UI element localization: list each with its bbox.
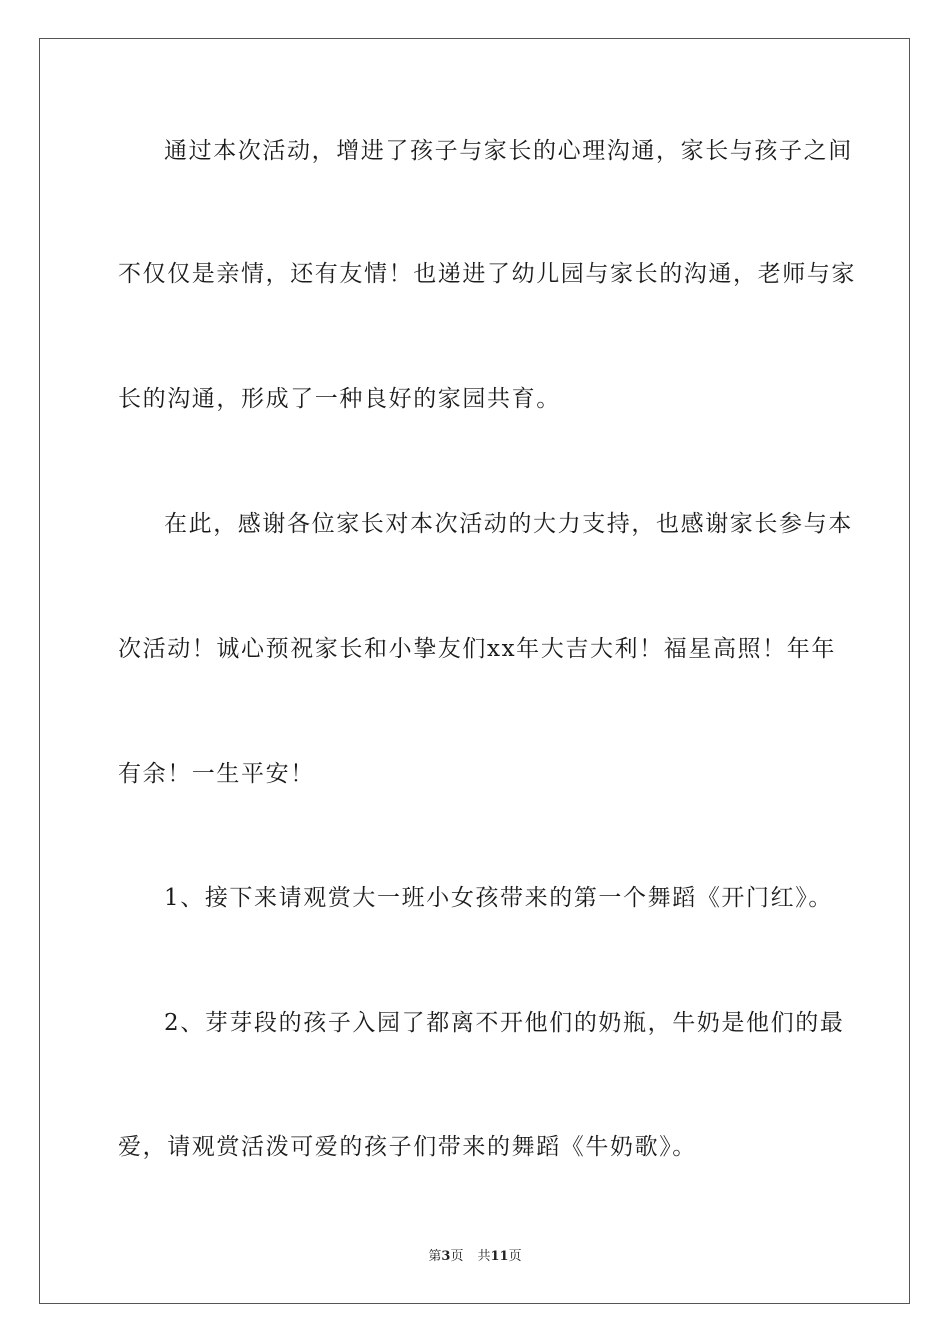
paragraph-line: 有余！一生平安！ — [118, 761, 315, 787]
paragraph-line: 次活动！诚心预祝家长和小挚友们xx年大吉大利！福星高照！年年 — [118, 636, 836, 662]
total-page-count: 11 — [490, 1249, 509, 1264]
page-border — [39, 38, 910, 1304]
current-page-number: 3 — [441, 1249, 451, 1264]
page-prefix: 第 — [428, 1249, 442, 1264]
list-item-line: 2、芽芽段的孩子入园了都离不开他们的奶瓶，牛奶是他们的最 — [164, 1010, 845, 1036]
paragraph-line: 通过本次活动，增进了孩子与家长的心理沟通，家长与孩子之间 — [164, 138, 853, 164]
page-suffix: 页 — [450, 1249, 464, 1264]
paragraph-line: 不仅仅是亲情，还有友情！也递进了幼儿园与家长的沟通，老师与家 — [118, 261, 856, 287]
page-footer — [0, 1248, 950, 1266]
list-item-line: 1、接下来请观赏大一班小女孩带来的第一个舞蹈《开门红》。 — [164, 885, 833, 911]
total-suffix: 页 — [508, 1249, 522, 1264]
total-prefix: 共 — [477, 1249, 491, 1264]
paragraph-line: 在此，感谢各位家长对本次活动的大力支持，也感谢家长参与本 — [164, 511, 853, 537]
list-item-line: 爱，请观赏活泼可爱的孩子们带来的舞蹈《牛奶歌》。 — [118, 1134, 697, 1160]
paragraph-line: 长的沟通，形成了一种良好的家园共育。 — [118, 386, 561, 412]
